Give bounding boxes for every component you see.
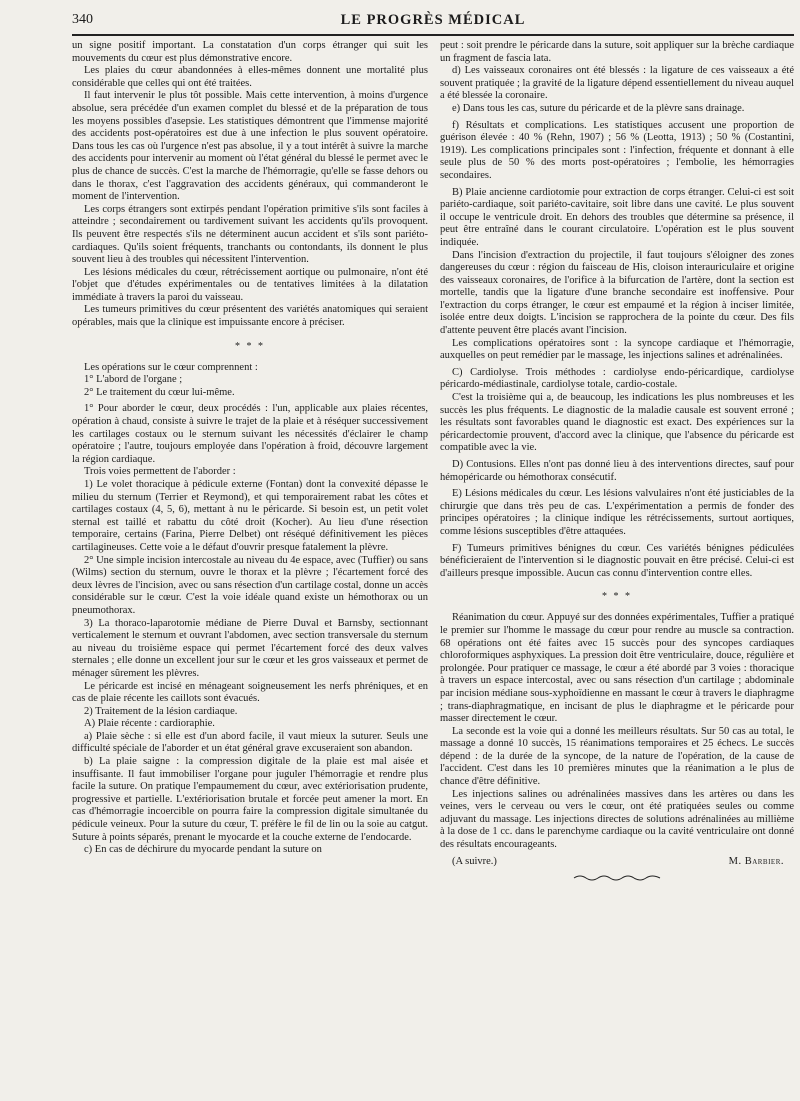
signature-line xyxy=(440,856,794,869)
paragraph: 3) La thoraco-laparotomie médiane de Pierre Duval et Barnsby, sectionnant verticalement le sternum et ouvrant l'abdomen, avec section transversale du sternum au niveau du troisième espace qui permet l'écartement forcé des deux valves sternales ; elle donne un excellent jour sur le cœur et les gros vaisseaux et permet de ménager sûrement les plèvres. xyxy=(72,617,428,679)
paragraph: Réanimation du cœur. Appuyé sur des données expérimentales, Tuffier a pratiqué le premier sur l'homme le massage du cœur pour rendre au muscle sa contraction. 68 opérations ont été faites avec 15 succès pour des syncopes cardiaques chloroformiques asphyxiques. La pression doit être ventriculaire, douce, régulière et prolongée. Pour pratiquer ce massage, le cœur a été abordé par 3 voies : thoracique à travers un espace intercostal, avec ou sans résection d'un cartilage ; abdominale par incision médiane sous-xyphoïdienne en massant le cœur à travers le diaphragme ; trans-diaphragmatique, en incisant de plus le diaphragme et le péricarde pour masser directement le cœur. xyxy=(440,612,794,725)
paragraph: peut : soit prendre le péricarde dans la suture, soit appliquer sur la brèche cardiaque un fragment de fascia lata. xyxy=(440,40,794,64)
section-separator: * * * xyxy=(235,340,265,352)
paragraph: Le péricarde est incisé en ménageant soigneusement les nerfs phréniques, et en cas de plaie récente les caillots sont évacués. xyxy=(72,680,428,705)
author-name: M. Barbier. xyxy=(728,855,784,867)
continuation-note: (A suivre.) xyxy=(452,855,497,867)
page-header xyxy=(72,10,794,34)
section-separator: * * * xyxy=(602,591,632,603)
paragraph: f) Résultats et complications. Les statistiques accusent une proportion de guérison élevée : 40 % (Rehn, 1907) ; 56 % (Leotta, 1913) ; 50 % (Costantini, 1919). Les complications principales sont : l'infection, fréquente et donnant à elle seule plus de 50 % des morts post-opératoires ; l'embolie, les hémorragies secondaires. xyxy=(440,119,794,181)
paragraph: B) Plaie ancienne cardiotomie pour extraction de corps étranger. Celui-ci est soit pariéto-cardiaque, soit pariéto-cavitaire, soit libre dans une cavité. Le plus souvent il occupe le ventricule droit. En dehors des troubles que détermine sa présence, il peut être entraîné dans le courant circulatoire. L'opération est le plus souvent indiquée. xyxy=(440,186,794,248)
paragraph: E) Lésions médicales du cœur. Les lésions valvulaires n'ont été justiciables de la chirurgie que dans très peu de cas. L'expérimentation a permis de fonder des principes opératoires ; la clinique indique les rétrécissements, surtout aortiques, comme lésions susceptibles d'être attaquées. xyxy=(440,488,794,537)
paragraph: 2° Une simple incision intercostale au niveau du 4e espace, avec (Tuffier) ou sans (Wilms) section du sternum, ouvre le thorax et la plèvre ; l'écartement forcé des deux lèvres de l'incision, avec ou sans résection d'un cartilage costal, donne un accès considérable sur le cœur. C'est la voie idéale quand existe un hémothorax ou un pneumothorax. xyxy=(72,554,428,616)
paragraph: un signe positif important. La constatation d'un corps étranger qui suit les mouvements du cœur est plus démonstrative encore. xyxy=(72,40,428,64)
paragraph: Dans l'incision d'extraction du projectile, il faut toujours s'éloigner des zones dangereuses du cœur : région du faisceau de His, cloison interauriculaire et origine des vaisseaux coronaires, de l'orifice à la bifurcation de l'artère, dont la section est mortelle, tandis que la ligature d'une branche secondaire est inoffensive. Pour l'extraction du corps étranger, le cœur est empaumé et la région à inciser limitée, isolée entre deux doigts. L'incision se rapprochera de la pointe du cœur. Des fils d'attente peuvent être placés avant l'incision. xyxy=(440,249,794,337)
paragraph: C) Cardiolyse. Trois méthodes : cardiolyse endo-péricardique, cardiolyse péricardo-médiastinale, cardiolyse totale, cardio-costale. xyxy=(440,366,794,391)
paragraph: Trois voies permettent de l'aborder : xyxy=(84,466,236,478)
paragraph: b) La plaie saigne : la compression digitale de la plaie est mal aisée et insuffisante. Il faut immobiliser l'organe pour juguler l'hémorragie et rendre plus facile la suture. On pratique l'empaumement du cœur, avec extériorisation prudente, progressive et partielle. L'extériorisation brutale et forcée peut amener la mort. En cas d'hémorragie incoercible on pourra faire la compression digitale simultanée du pédicule veineux. Pour la suture du cœur, T. préfère le fil de lin ou la soie au catgut. Suture à points séparés, prenant le myocarde et la couche externe de l'endocarde. xyxy=(72,756,428,843)
subheading: A) Plaie récente : cardioraphie. xyxy=(84,718,215,730)
page-number: 340 xyxy=(72,12,93,27)
paragraph: C'est la troisième qui a, de beaucoup, les indications les plus nombreuses et les succès les plus fréquents. Le diagnostic de la maladie causale est souvent erroné ; les résultats sont favorables quand le diagnostic est exact. Des expériences sur la péricardectomie prouvent, d'accord avec la clinique, que l'absence du péricarde est compatible avec la vie. xyxy=(440,392,794,454)
paragraph: Les corps étrangers sont extirpés pendant l'opération primitive s'ils sont faciles à atteindre ; secondairement ou tardivement suivant les accidents qu'ils provoquent. Ils peuvent être respectés s'ils ne déterminent aucun accident et s'ils sont pariéto-cardiaques. Qu'ils soient fréquents, tranchants ou contondants, ils donnent le plus souvent lieu à des troubles qui nécessitent l'intervention. xyxy=(72,203,428,266)
header-rule xyxy=(72,34,794,36)
paragraph: 1° Pour aborder le cœur, deux procédés : l'un, applicable aux plaies récentes, opération à chaud, consiste à suivre le trajet de la plaie et à réséquer successivement les cartilages costaux ou le sternum suivant les nécessités d'éclairer le champ opératoire ; l'autre, toujours employée dans l'opération à froid, découvre largement la région cardiaque. xyxy=(72,403,428,465)
paragraph: Les tumeurs primitives du cœur présentent des variétés anatomiques qui seraient opérables, mais que la clinique est impuissante encore à préciser. xyxy=(72,304,428,329)
paragraph: Les complications opératoires sont : la syncope cardiaque et l'hémorragie, auxquelles on peut remédier par le massage, les injections salines et adrénalinées. xyxy=(440,337,794,362)
paragraph: Les injections salines ou adrénalinées massives dans les artères ou dans les veines, vers le cerveau ou vers le cœur, ont été pratiquées seules ou comme adjuvant du massage. Les injections directes de solutions adrénalinées au millième à la dose de 1 cc. dans le parenchyme cardiaque ou la cavité ventriculaire ont donné des résultats encourageants. xyxy=(440,788,794,851)
paragraph: Les opérations sur le cœur comprennent : xyxy=(84,361,258,373)
left-column xyxy=(72,40,428,857)
paragraph: La seconde est la voie qui a donné les meilleurs résultats. Sur 50 cas au total, le massage a donné 10 succès, 15 réanimations temporaires et 25 échecs. Le succès dépend : de la durée de la syncope, de la nature de l'opération, de la cause de l'accident. C'est dans les 10 premières minutes que la réanimation a le plus de chance d'être définitive. xyxy=(440,725,794,788)
paragraph: F) Tumeurs primitives bénignes du cœur. Ces variétés bénignes pédiculées bénéficieraient de l'intervention si le diagnostic pouvait en être précisé. Celui-ci est d'ailleurs presque impossible. Aucun cas connu d'intervention contre elles. xyxy=(440,542,794,579)
paragraph: d) Les vaisseaux coronaires ont été blessés : la ligature de ces vaisseaux a été souvent pratiquée ; la gravité de la ligature dépend essentiellement du niveau auquel a été blessée la coronaire. xyxy=(440,65,794,102)
paragraph: c) En cas de déchirure du myocarde pendant la suture on xyxy=(84,844,322,856)
list-item: 1° L'abord de l'organe ; xyxy=(84,374,183,386)
right-column xyxy=(440,40,794,882)
paragraph: e) Dans tous les cas, suture du péricarde et de la plèvre sans drainage. xyxy=(452,102,745,114)
paragraph: a) Plaie sèche : si elle est d'un abord facile, il vaut mieux la suturer. Seuls une difficulté spéciale de l'aborder et un état général grave excuseraient son abandon. xyxy=(72,730,428,755)
subheading: 2) Traitement de la lésion cardiaque. xyxy=(84,705,238,717)
journal-title: LE PROGRÈS MÉDICAL xyxy=(340,12,526,28)
list-item: 2° Le traitement du cœur lui-même. xyxy=(84,386,235,398)
paragraph: 1) Le volet thoracique à pédicule externe (Fontan) dont la convexité dépasse le milieu du sternum (Terrier et Reymond), et qui temporairement rabat les côtes et cartilages costaux (4, 5, 6), mettant à nu le péricarde. Si besoin est, un petit volet sternal est taillé et rabattu du côté droit (Kocher). Au lieu d'une résection temporaire, certains (Farina, Pierre Delbet) ont réséqué définitivement les pièces cartilagineuses. Cette voie a le défaut d'ouvrir presque fatalement la plèvre. xyxy=(72,479,428,553)
paragraph: Les plaies du cœur abandonnées à elles-mêmes donnent une mortalité plus considérable que celles qui ont été traitées. xyxy=(72,65,428,89)
paragraph: Il faut intervenir le plus tôt possible. Mais cette intervention, à moins d'urgence absolue, sera précédée d'un examen complet du blessé et de la préparation de tous les moyens possibles d'asepsie. Les statistiques démontrent que l'immense majorité des accidents post-opératoires est due à une infection le plus souvent opératoire. Dans tous les cas où l'urgence n'est pas absolue, il y a tout intérêt à suivre la marche des accidents pour intervenir au moment où l'état général du blessé le permet avec le plus de chance de succès. C'est la marche de l'hémorragie, qu'elle se fasse dehors ou dans le thorax, c'est l'aggravation des accidents généraux, qui commanderont le moment de l'intervention. xyxy=(72,90,428,203)
paragraph: Les lésions médicales du cœur, rétrécissement aortique ou pulmonaire, n'ont été l'objet que d'études expérimentales ou de tentatives limitées à la dilatation immédiate à travers la paroi du vaisseau. xyxy=(72,266,428,303)
end-ornament-icon xyxy=(572,874,662,882)
paragraph: D) Contusions. Elles n'ont pas donné lieu à des interventions directes, sauf pour hémopéricarde ou hémothorax consécutif. xyxy=(440,459,794,483)
